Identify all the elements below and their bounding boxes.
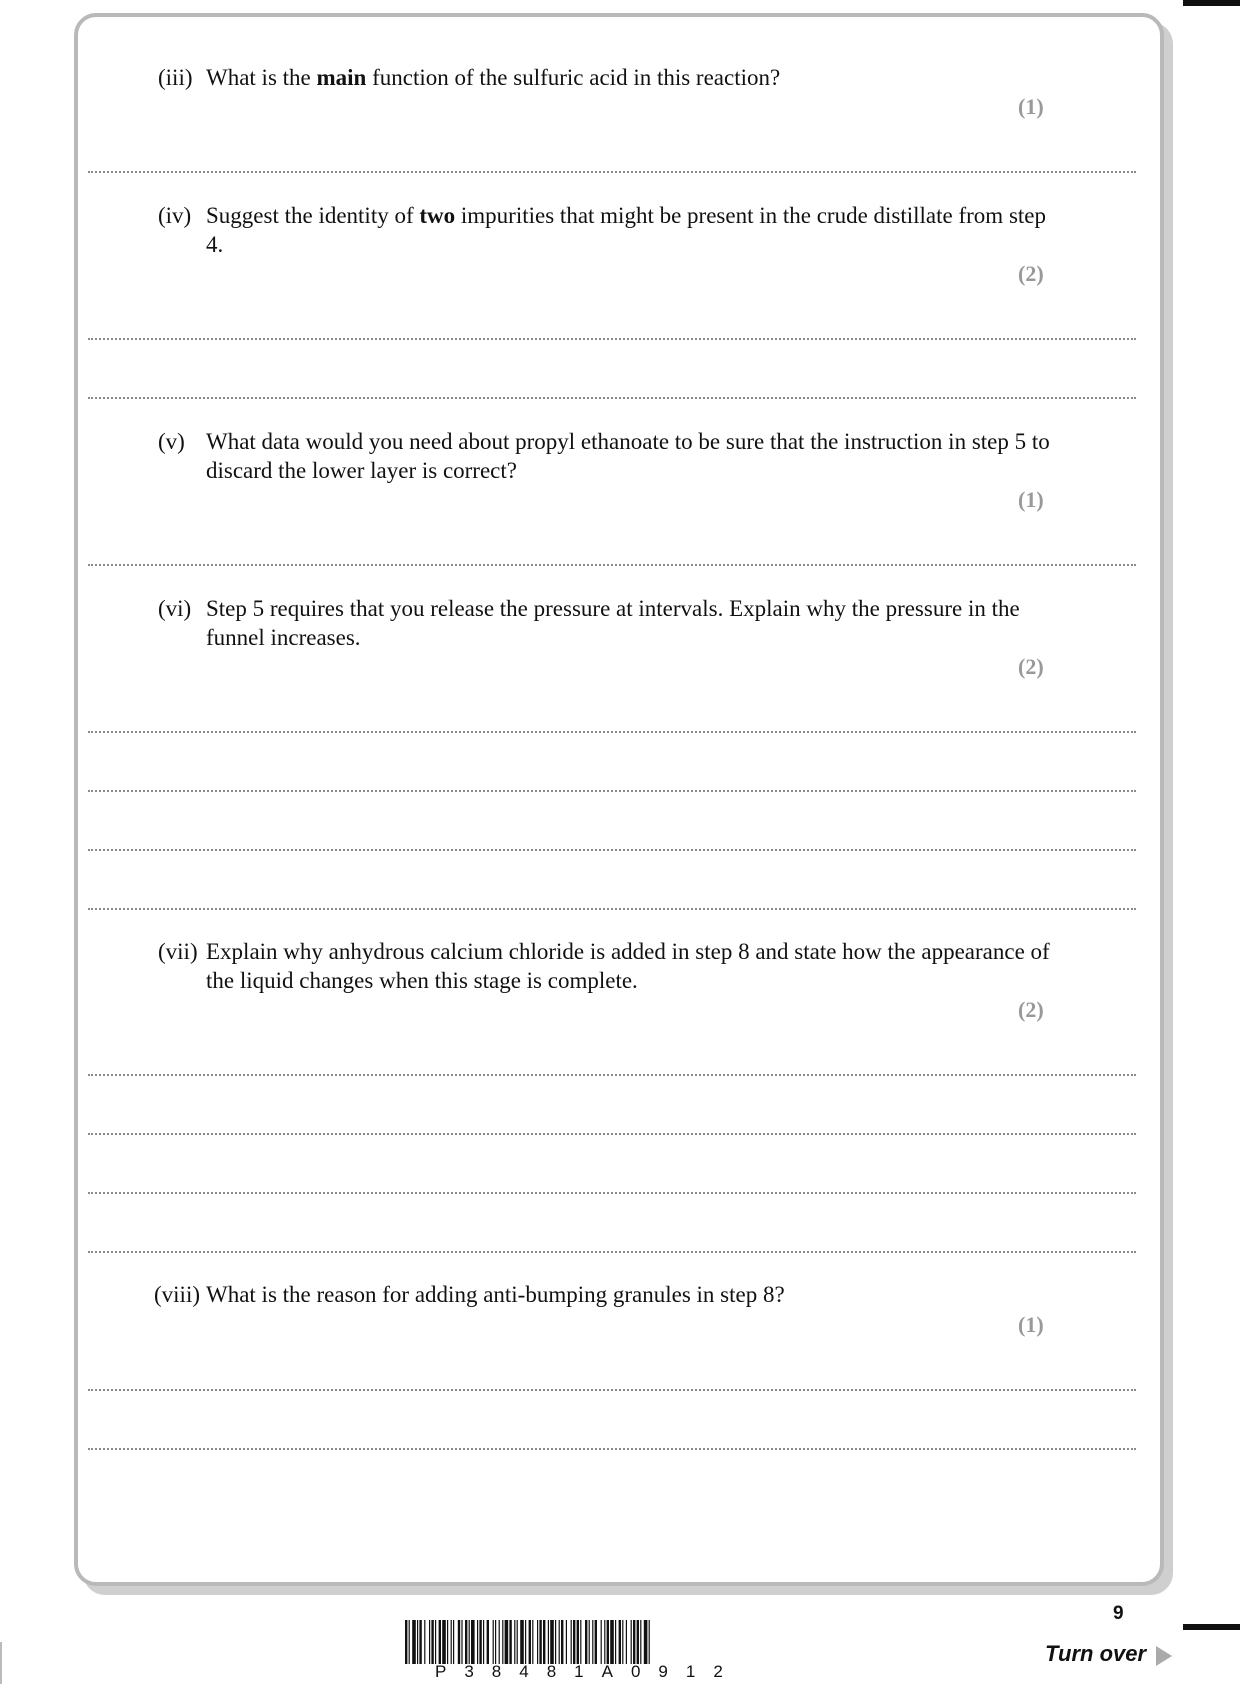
question-text: Explain why anhydrous calcium chloride is added in step 8 and state how the appearance of the liquid changes when this stage is complete. [206, 939, 1050, 993]
barcode-bar [499, 1620, 500, 1664]
marks-label: (2) [1018, 654, 1044, 679]
barcode-bar [555, 1620, 556, 1664]
answer-line[interactable] [88, 1192, 1136, 1194]
barcode-bar [412, 1620, 416, 1664]
barcode-bar [631, 1620, 632, 1664]
barcode [405, 1620, 845, 1664]
barcode-bar [417, 1620, 418, 1664]
barcode-bar [537, 1620, 538, 1664]
barcode-bar [619, 1620, 621, 1664]
barcode-bar [431, 1620, 433, 1664]
answer-line[interactable] [88, 908, 1136, 910]
question-text: What is the main function of the sulfuric acid in this reaction? [206, 65, 781, 90]
barcode-bar [525, 1620, 526, 1664]
barcode-bar [471, 1620, 475, 1664]
barcode-bar [601, 1620, 602, 1664]
barcode-bar [469, 1620, 470, 1664]
barcode-bar [559, 1620, 560, 1664]
barcode-bar [589, 1620, 590, 1664]
barcode-bar [640, 1620, 641, 1664]
barcode-bar [610, 1620, 614, 1664]
barcode-bar [477, 1620, 478, 1664]
answer-line[interactable] [88, 849, 1136, 851]
barcode-bar [532, 1620, 533, 1664]
barcode-bar [607, 1620, 609, 1664]
question-number: (iii) [158, 65, 193, 90]
barcode-bar [644, 1620, 648, 1664]
barcode-bar [514, 1620, 515, 1664]
barcode-bar [580, 1620, 581, 1664]
barcode-bar [461, 1620, 462, 1664]
barcode-bar [595, 1620, 597, 1664]
question-text: What data would you need about propyl ethanoate to be sure that the instruction in step 5 to discard the lower layer is correct? [206, 429, 1050, 483]
barcode-bar [548, 1620, 549, 1664]
turn-over-label: Turn over [1045, 1641, 1147, 1666]
barcode-bar [529, 1620, 531, 1664]
barcode-bar [626, 1620, 627, 1664]
barcode-bar [453, 1620, 454, 1664]
barcode-bar [487, 1620, 489, 1664]
barcode-bar [442, 1620, 446, 1664]
barcode-bar [409, 1620, 410, 1664]
barcode-bar [566, 1620, 567, 1664]
barcode-bar [479, 1620, 481, 1664]
barcode-bar [615, 1620, 616, 1664]
answer-line[interactable] [88, 790, 1136, 792]
answer-line[interactable] [88, 338, 1136, 340]
barcode-bar [539, 1620, 541, 1664]
marks-label: (2) [1018, 261, 1044, 286]
question-text: Suggest the identity of two impurities that might be present in the crude distillate from step 4. [206, 203, 1046, 257]
barcode-bar [509, 1620, 511, 1664]
marks-label: (2) [1018, 997, 1044, 1022]
barcode-bar [592, 1620, 593, 1664]
barcode-bar [465, 1620, 467, 1664]
question-number: (viii) [154, 1282, 200, 1307]
barcode-bar [543, 1620, 545, 1664]
barcode-bar [550, 1620, 554, 1664]
barcode-number: P38481A0912 [435, 1662, 741, 1681]
question-number: (vi) [158, 596, 192, 621]
barcode-bar [419, 1620, 421, 1664]
marks-label: (1) [1018, 94, 1044, 119]
question-text: What is the reason for adding anti-bumping granules in step 8? [206, 1282, 785, 1307]
answer-line[interactable] [88, 1133, 1136, 1135]
left-margin-mark [0, 1642, 2, 1684]
barcode-bar [435, 1620, 436, 1664]
question-number: (iv) [158, 203, 192, 228]
barcode-bar [573, 1620, 575, 1664]
barcode-bar [637, 1620, 639, 1664]
barcode-bar [622, 1620, 623, 1664]
turn-over-arrow-icon [1156, 1646, 1172, 1666]
barcode-bar [561, 1620, 563, 1664]
answer-line[interactable] [88, 1448, 1136, 1450]
barcode-bar [585, 1620, 587, 1664]
question-number: (v) [158, 429, 185, 454]
answer-line[interactable] [88, 1074, 1136, 1076]
barcode-bar [604, 1620, 605, 1664]
barcode-bar [447, 1620, 448, 1664]
barcode-bar [571, 1620, 572, 1664]
question-number: (vii) [158, 939, 198, 964]
answer-line[interactable] [88, 564, 1136, 566]
question-text: Step 5 requires that you release the pressure at intervals. Explain why the pressure in the funnel increases. [206, 596, 1020, 650]
barcode-bar [483, 1620, 484, 1664]
barcode-bar [633, 1620, 635, 1664]
answer-line[interactable] [88, 171, 1136, 173]
barcode-bar [577, 1620, 579, 1664]
barcode-bar [451, 1620, 452, 1664]
page-number: 9 [1113, 1603, 1124, 1624]
barcode-bar [429, 1620, 430, 1664]
bottom-right-corner-bar [1183, 1624, 1240, 1630]
barcode-bar [439, 1620, 441, 1664]
barcode-bar [505, 1620, 509, 1664]
barcode-bar [405, 1620, 407, 1664]
barcode-bar [495, 1620, 496, 1664]
marks-label: (1) [1018, 1312, 1044, 1337]
barcode-bar [458, 1620, 460, 1664]
barcode-bar [424, 1620, 425, 1664]
barcode-bar [649, 1620, 650, 1664]
answer-line[interactable] [88, 1389, 1136, 1391]
answer-line[interactable] [88, 397, 1136, 399]
barcode-bar [493, 1620, 494, 1664]
answer-line[interactable] [88, 1251, 1136, 1253]
answer-line[interactable] [88, 731, 1136, 733]
barcode-bar [502, 1620, 503, 1664]
barcode-bar [520, 1620, 524, 1664]
top-right-corner-bar [1183, 0, 1240, 6]
barcode-bar [517, 1620, 518, 1664]
marks-label: (1) [1018, 487, 1044, 512]
